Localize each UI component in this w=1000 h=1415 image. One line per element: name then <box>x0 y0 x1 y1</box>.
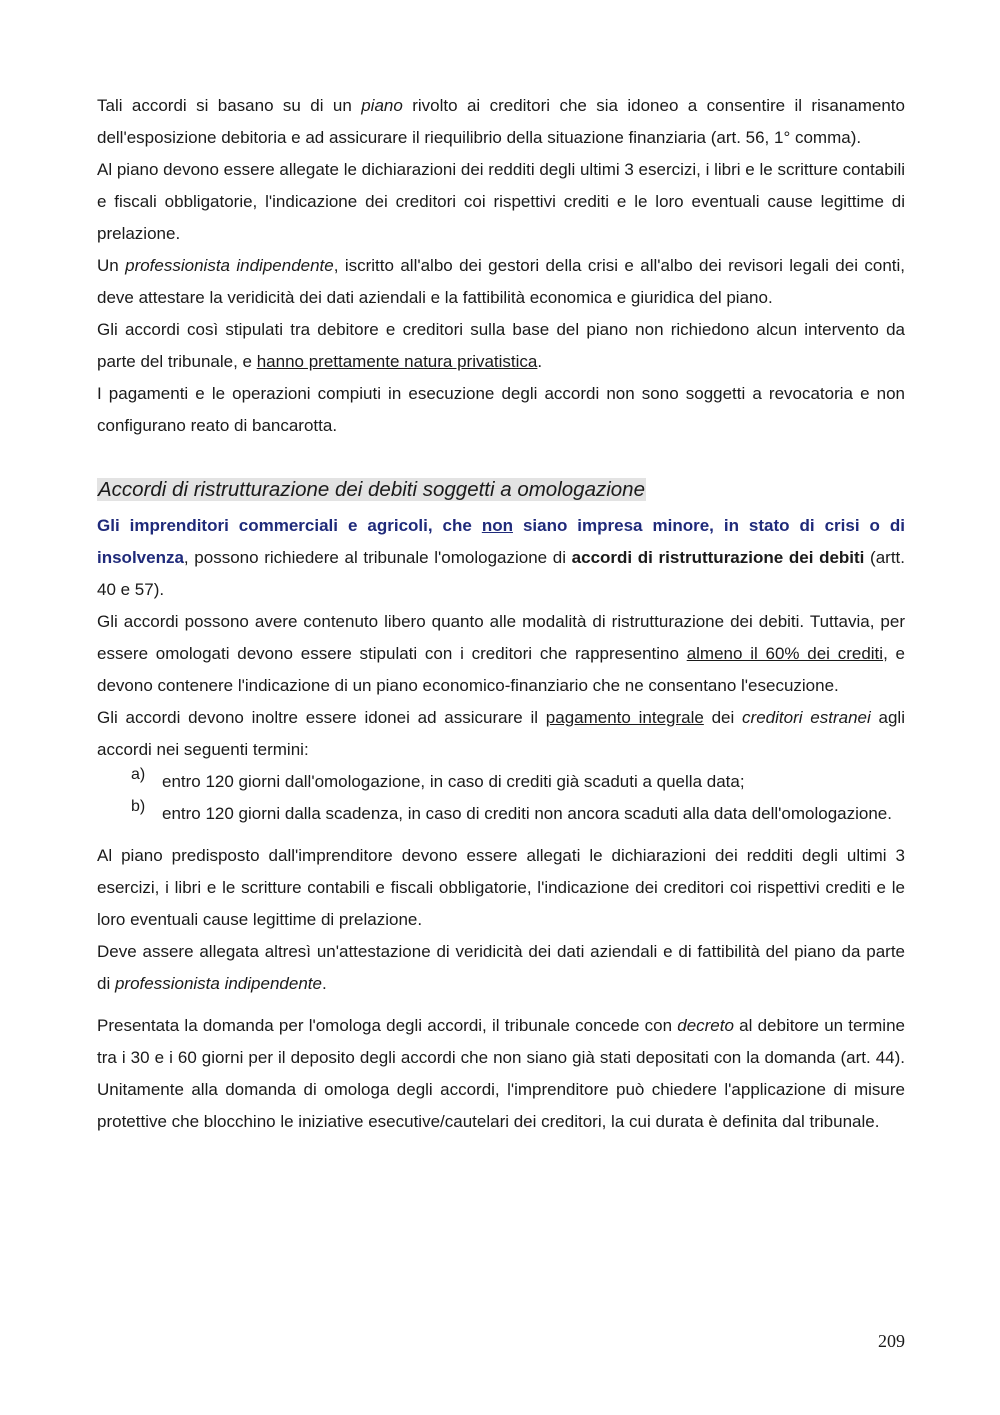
document-page <box>97 90 905 1138</box>
paragraph-pagamenti: I pagamenti e le operazioni compiuti in esecuzione degli accordi non sono soggetti a revocatoria e non configurano reato di bancarotta. <box>97 384 905 435</box>
paragraph-professionista: Un professionista indipendente, iscritto all'albo dei gestori della crisi e all'albo dei revisori legali dei conti, deve attestare la veridicità dei dati aziendali e la fattibilità economica e giuridica del piano. <box>97 256 905 307</box>
list-item <box>97 766 905 798</box>
paragraph-natura-privatistica: Gli accordi così stipulati tra debitore e creditori sulla base del piano non richiedono alcun intervento da parte del tribunale, e hanno prettamente natura privatistica. <box>97 320 905 371</box>
list-marker: a) <box>131 766 146 783</box>
page-number: 209 <box>878 1331 905 1351</box>
paragraph-allegati: Al piano devono essere allegate le dichiarazioni dei redditi degli ultimi 3 esercizi, i libri e le scritture contabili e fiscali obbligatorie, l'indicazione dei creditori coi rispettivi crediti e le loro eventuali cause legittime di prelazione. <box>97 160 905 243</box>
paragraph-imprenditori: Gli imprenditori commerciali e agricoli, che non siano impresa minore, in stato di crisi o di insolvenza, possono richiedere al tribunale l'omologazione di accordi di ristrutturazione dei debiti (artt. 40 e 57). <box>97 516 906 599</box>
paragraph-contenuto-libero: Gli accordi possono avere contenuto libero quanto alle modalità di ristrutturazione dei debiti. Tuttavia, per essere omologati devono essere stipulati con i creditori che rappresentino almeno il 60% dei crediti, e devono contenere l'indicazione di un piano economico-finanziario che ne consentano l'esecuzione. <box>97 612 905 695</box>
list-item <box>97 798 905 830</box>
paragraph-piano-predisposto: Al piano predisposto dall'imprenditore devono essere allegati le dichiarazioni dei redditi degli ultimi 3 esercizi, i libri e le scritture contabili e fiscali obbligatorie, l'indicazione dei creditori coi rispettivi crediti e le loro eventuali cause legittime di prelazione. <box>97 846 905 929</box>
list-item-text: entro 120 giorni dalla scadenza, in caso di crediti non ancora scaduti alla data dell'omologazione. <box>162 804 892 823</box>
paragraph-piano: Tali accordi si basano su di un piano rivolto ai creditori che sia idoneo a consentire il risanamento dell'esposizione debitoria e ad assicurare il riequilibrio della situazione finanziaria (art. 56, 1° comma). <box>97 96 905 147</box>
list-item-text: entro 120 giorni dall'omologazione, in caso di crediti già scaduti a quella data; <box>162 772 745 791</box>
paragraph-attestazione: Deve assere allegata altresì un'attestazione di veridicità dei dati aziendali e di fattibilità del piano da parte di professionista indipendente. <box>97 942 905 993</box>
paragraph-domanda-omologa: Presentata la domanda per l'omologa degli accordi, il tribunale concede con decreto al debitore un termine tra i 30 e i 60 giorni per il deposito degli accordi che non siano già stati depositati con la domanda (art. 44). Unitamente alla domanda di omologa degli accordi, l'imprenditore può chiedere l'applicazione di misure protettive che blocchino le iniziative esecutive/cautelari dei creditori, la cui durata è definita dal tribunale. <box>97 1016 905 1131</box>
paragraph-pagamento-integrale: Gli accordi devono inoltre essere idonei ad assicurare il pagamento integrale dei creditori estranei agli accordi nei seguenti termini: <box>97 708 905 759</box>
list-marker: b) <box>131 798 146 815</box>
section-heading: Accordi di ristrutturazione dei debiti soggetti a omologazione <box>98 478 645 501</box>
